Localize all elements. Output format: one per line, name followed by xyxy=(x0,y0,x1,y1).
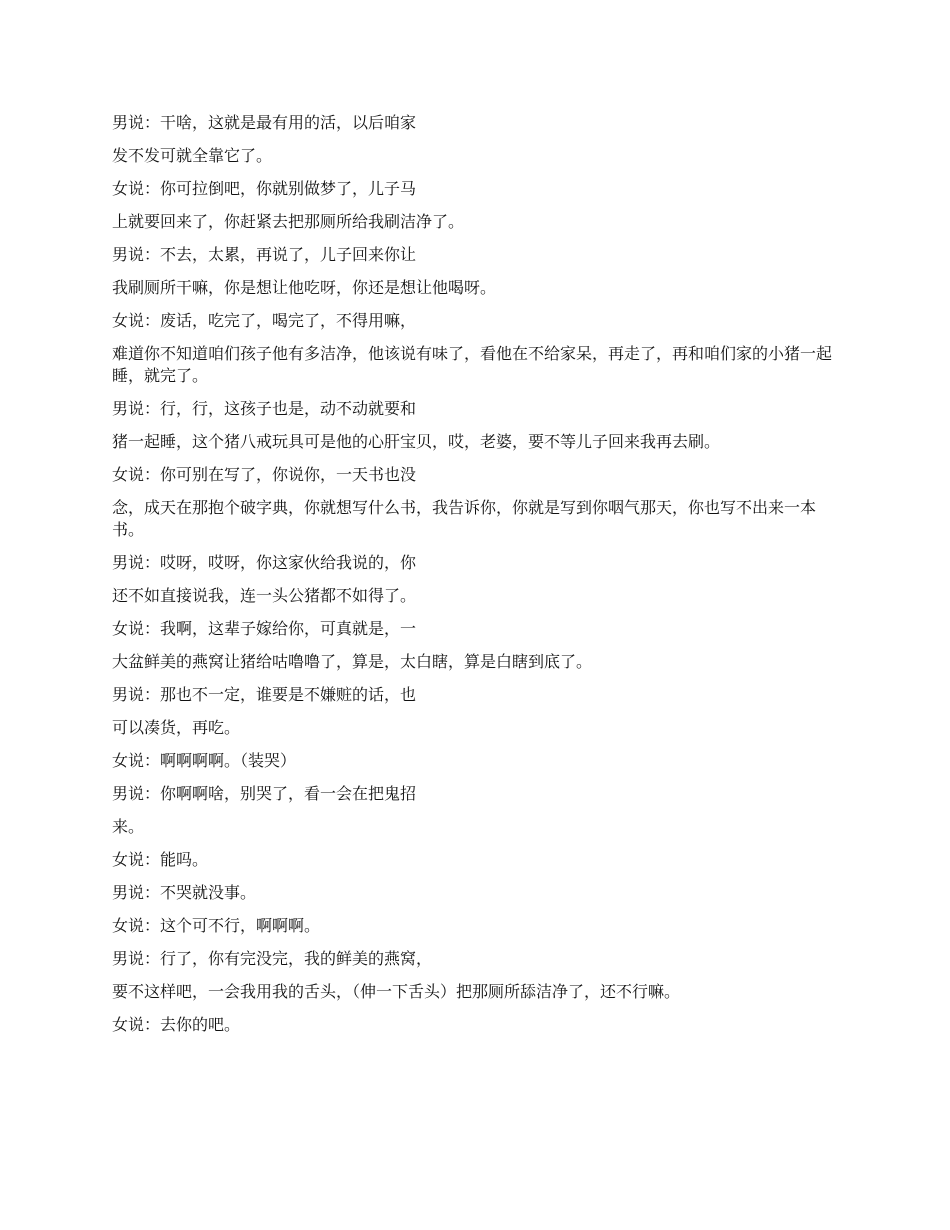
paragraph-27: 女说：去你的吧。 xyxy=(112,1015,241,1034)
paragraph-18: 可以凑货，再吃。 xyxy=(112,718,241,737)
paragraph-19: 女说：啊啊啊啊。（装哭） xyxy=(112,751,297,770)
paragraph-22: 女说：能吗。 xyxy=(112,850,209,869)
paragraph-24: 女说：这个可不行，啊啊啊。 xyxy=(112,916,321,935)
paragraph-10: 猪一起睡，这个猪八戒玩具可是他的心肝宝贝，哎，老婆，要不等儿子回来我再去刷。 xyxy=(112,432,721,451)
paragraph-26: 要不这样吧，一会我用我的舌头，（伸一下舌头）把那厕所舔洁净了，还不行嘛。 xyxy=(112,982,681,1001)
paragraph-7: 女说：废话，吃完了，喝完了，不得用嘛， xyxy=(112,311,417,330)
paragraph-12: 念，成天在那抱个破字典，你就想写什么书，我告诉你，你就是写到你咽气那天，你也写不出来一本书。 xyxy=(112,498,817,539)
paragraph-16: 大盆鲜美的燕窝让猪给咕噜噜了，算是，太白瞎，算是白瞎到底了。 xyxy=(112,652,593,671)
paragraph-9: 男说：行，行，这孩子也是，动不动就要和 xyxy=(112,399,417,418)
paragraph-25: 男说：行了，你有完没完，我的鲜美的燕窝， xyxy=(112,949,433,968)
paragraph-6: 我刷厕所干嘛，你是想让他吃呀，你还是想让他喝呀。 xyxy=(112,278,497,297)
paragraph-8: 难道你不知道咱们孩子他有多洁净，他该说有味了，看他在不给家呆，再走了，再和咱们家的小猪一起睡，就完了。 xyxy=(112,344,833,385)
paragraph-21: 来。 xyxy=(112,817,145,836)
paragraph-3: 女说：你可拉倒吧，你就别做梦了，儿子马 xyxy=(112,179,417,198)
paragraph-11: 女说：你可别在写了，你说你，一天书也没 xyxy=(112,465,417,484)
paragraph-20: 男说：你啊啊啥，别哭了，看一会在把鬼招 xyxy=(112,784,417,803)
paragraph-2: 发不发可就全靠它了。 xyxy=(112,146,273,165)
paragraph-23: 男说：不哭就没事。 xyxy=(112,883,257,902)
paragraph-1: 男说：干啥，这就是最有用的活，以后咱家 xyxy=(112,113,417,132)
paragraph-14: 还不如直接说我，连一头公猪都不如得了。 xyxy=(112,586,417,605)
paragraph-17: 男说：那也不一定，谁要是不嫌赃的话，也 xyxy=(112,685,417,704)
paragraph-15: 女说：我啊，这辈子嫁给你，可真就是，一 xyxy=(112,619,417,638)
paragraph-13: 男说：哎呀，哎呀，你这家伙给我说的，你 xyxy=(112,553,417,572)
document-body xyxy=(112,112,842,1047)
paragraph-4: 上就要回来了，你赶紧去把那厕所给我刷洁净了。 xyxy=(112,212,465,231)
paragraph-5: 男说：不去，太累，再说了，儿子回来你让 xyxy=(112,245,417,264)
